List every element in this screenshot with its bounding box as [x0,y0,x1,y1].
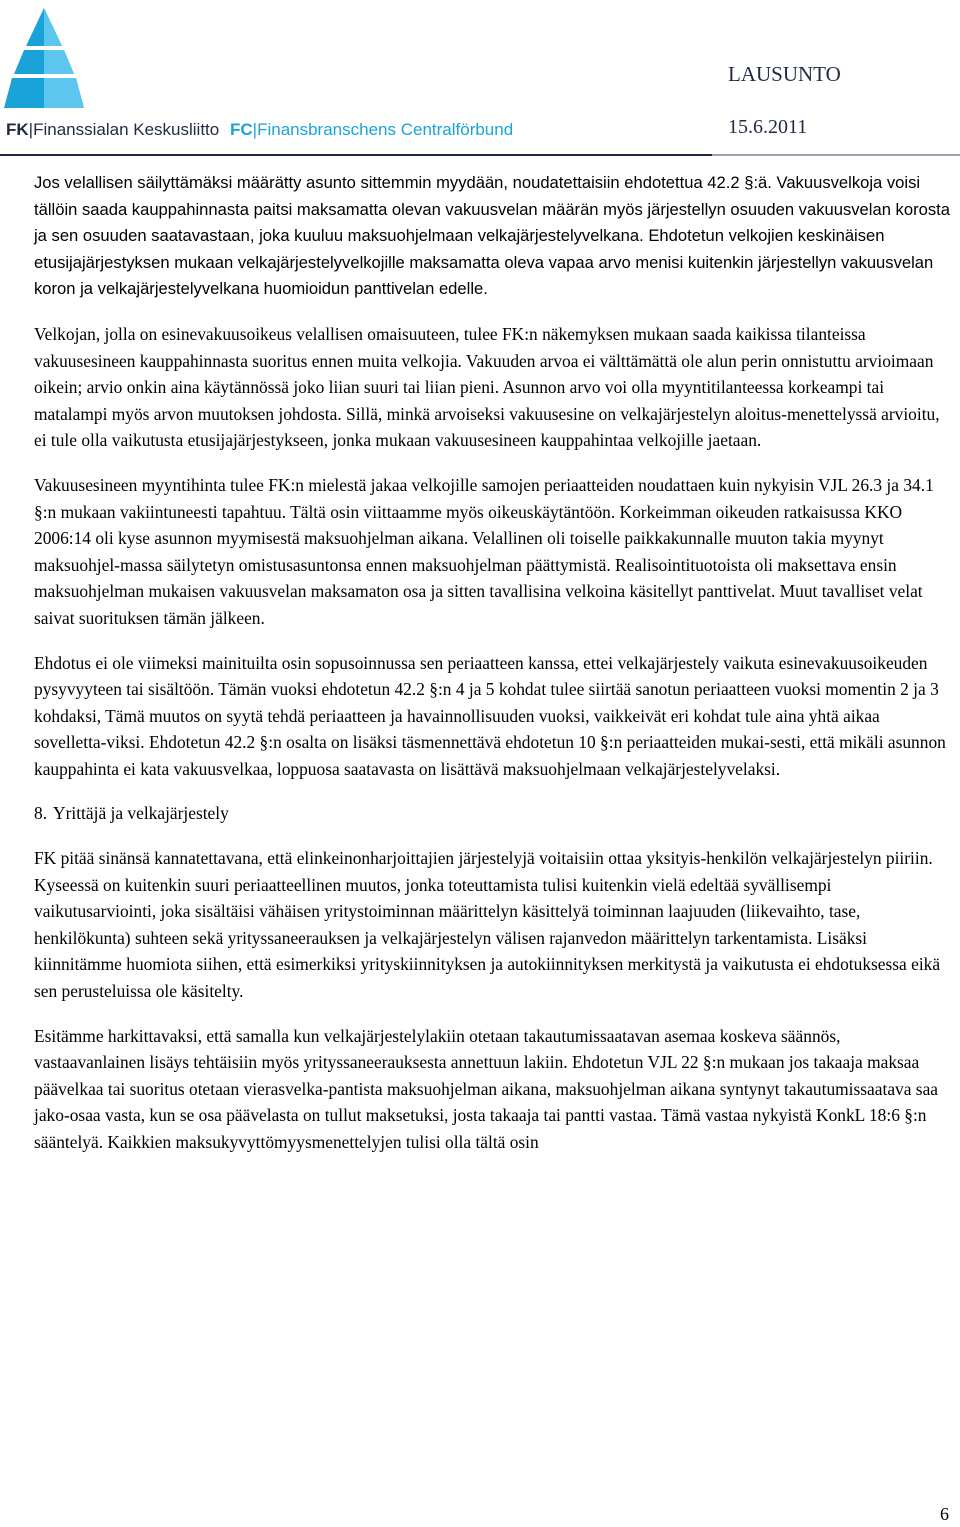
page-number: 6 [940,1504,949,1524]
paragraph-6: Esitämme harkittavaksi, että samalla kun velkajärjestelylakiin otetaan takautumissaatavan asemaa koskeva säännös, vastaavanlainen lisäys tehtäisiin myös yrityssaneerauksesta annettuun lakiin. Ehdotetun VJL 22 §:n mukaan jos takaaja maksaa päävelkaa tai suoritus otetaan vierasvelka-pantista maksuohjelman aikana, maksuohjelman aikana syntynyt takautumissaatava saa jako-osaa vasta, kun se osa päävelasta on tullut maksetuksi, josta takaaja tai pantti vastaa. Tämä vastaa nykyistä KonkL 18:6 §:n sääntelyä. Kaikkien maksukyvyttömyysmenettelyjen tulisi olla tältä osin [34,1025,939,1152]
logo-fc-name: Finansbranschens Centralförbund [257,120,514,139]
document-body [34,170,952,1174]
section-number: 8. [34,803,48,824]
page-header [0,0,960,160]
paragraph-2: Velkojan, jolla on esinevakuusoikeus velallisen omaisuuteen, tulee FK:n näkemyksen mukaan saada kaikissa tilanteissa vakuusesineen kauppahinnasta suoritus ennen muita velkojia. Vakuuden arvoa ei välttämättä ole alun perin onnistuttu arvioimaan oikein; arvio onkin aina käytännössä joko liian suuri tai liian pieni. Asunnon arvo voi olla myyntitilanteessa korkeampi tai matalampi myös arvon muutoksen johdosta. Sillä, minkä arvoiseksi vakuusesine on velkajärjestelyn aloitus-menettelyssä arvioitu, ei tule olla vaikutusta etusijajärjestykseen, jonka mukaan vakuusesineen kauppahintaa velkojille jaetaan. [34,323,940,451]
paragraph-1: Jos velallisen säilyttämäksi määrätty asunto sittemmin myydään, noudatettaisiin ehdotettua 42.2 §:ä. Vakuusvelkoja voisi tällöin saada kauppahinnasta paitsi maksamatta olevan vakuusvelan määrän myös järjestellyn osuuden vakuusvelan korosta ja sen osuuden saatavastaan, joka kuuluu maksuohjelmaan velkajärjestelyvelkana. Ehdotetun velkojien keskinäisen etusijajärjestyksen mukaan velkajärjestelyvelkojille maksamatta oleva vapaa arvo menisi kuitenkin järjestellyn vakuusvelan koron ja velkajärjestelyvelkana huomioidun panttivelan edelle. [34,173,950,299]
logo-wordmark: FK|Finanssialan Keskusliitto FC|Finansbranschens Centralförbund [6,120,514,139]
fk-logo-icon [4,6,84,110]
logo-fk-name: Finanssialan Keskusliitto [33,120,220,139]
paragraph-5: FK pitää sinänsä kannatettavana, että elinkeinonharjoittajien järjestelyjä voitaisiin ottaa yksityis-henkilön velkajärjestelyn piiriin. Kyseessä on kuitenkin suuri periaatteellinen muutos, jonka toteuttamista tulisi kuitenkin vielä edeltää syvällisempi vaikutusarviointi, joka sisältäisi vähäisen yritystoiminnan määrittelyn käsittelyä toiminnan laajuuden (liikevaihto, tase, henkilökunta) suhteen sekä yrityssaneerauksen ja velkajärjestelyn välisen rajanvedon määrittelyn tarkentamista. Lisäksi kiinnitämme huomiota siihen, että esimerkiksi yrityskiinnityksen ja autokiinnityksen merkitystä ja vaikutusta ei ehdotuksessa eikä sen perusteluissa ole käsitelty. [34,848,941,1002]
paragraph-4: Ehdotus ei ole viimeksi mainituilta osin sopusoinnussa sen periaatteen kanssa, ettei velkajärjestely vaikuta esinevakuusoikeuden pysyvyyteen tai sisältöön. Tämän vuoksi ehdotetun 42.2 §:n 4 ja 5 kohdat tulee siirtää sanotun periaatteen vuoksi momentin 2 ja 3 kohdaksi, Tämä muutos on syytä tehdä periaatteen ja havainnollisuuden vuoksi, vaikkeivät eri kohdat tule aina yhtä aikaa sovelletta-viksi. Ehdotetun 42.2 §:n osalta on lisäksi täsmennettävä ehdotetun 10 §:n periaatteiden mukai-sesti, että mikäli asunnon kauppahinta ei kata vakuusvelkaa, loppuosa saatavasta on lisättävä maksuohjelmaan velkajärjestelyvelaksi. [34,652,946,779]
logo-fc: FC [229,120,253,139]
document-date: 15.6.2011 [728,116,808,138]
paragraph-3: Vakuusesineen myyntihinta tulee FK:n mielestä jakaa velkojille samojen periaatteiden noudattaen kuin nykyisin VJL 26.3 ja 34.1 §:n mukaan vakiintuneesti tapahtuu. Tältä osin viittaamme myös oikeuskäytäntöön. Korkeimman oikeuden ratkaisussa KKO 2006:14 oli kyse asunnon myymisestä maksuohjelman aikana. Velallinen oli toiselle paikkakunnalle muuton takia myynyt maksuohjel-massa säilytetyn omistusasuntonsa ennen maksuohjelman päättymistä. Realisointituotoista oli maksettava ensin maksuohjelman mukaisen vakuusvelan maksamaton osa ja sitten tavallisina velkoina käsitellyt panttivelat. Muut tavalliset velat saivat suorituksen tämän jälkeen. [34,474,934,628]
logo-fk: FK [6,120,29,139]
section-title: Yrittäjä ja velkajärjestely [53,803,229,824]
header-divider-accent [712,154,960,156]
section-heading [34,800,952,827]
document-type: LAUSUNTO [728,62,841,86]
